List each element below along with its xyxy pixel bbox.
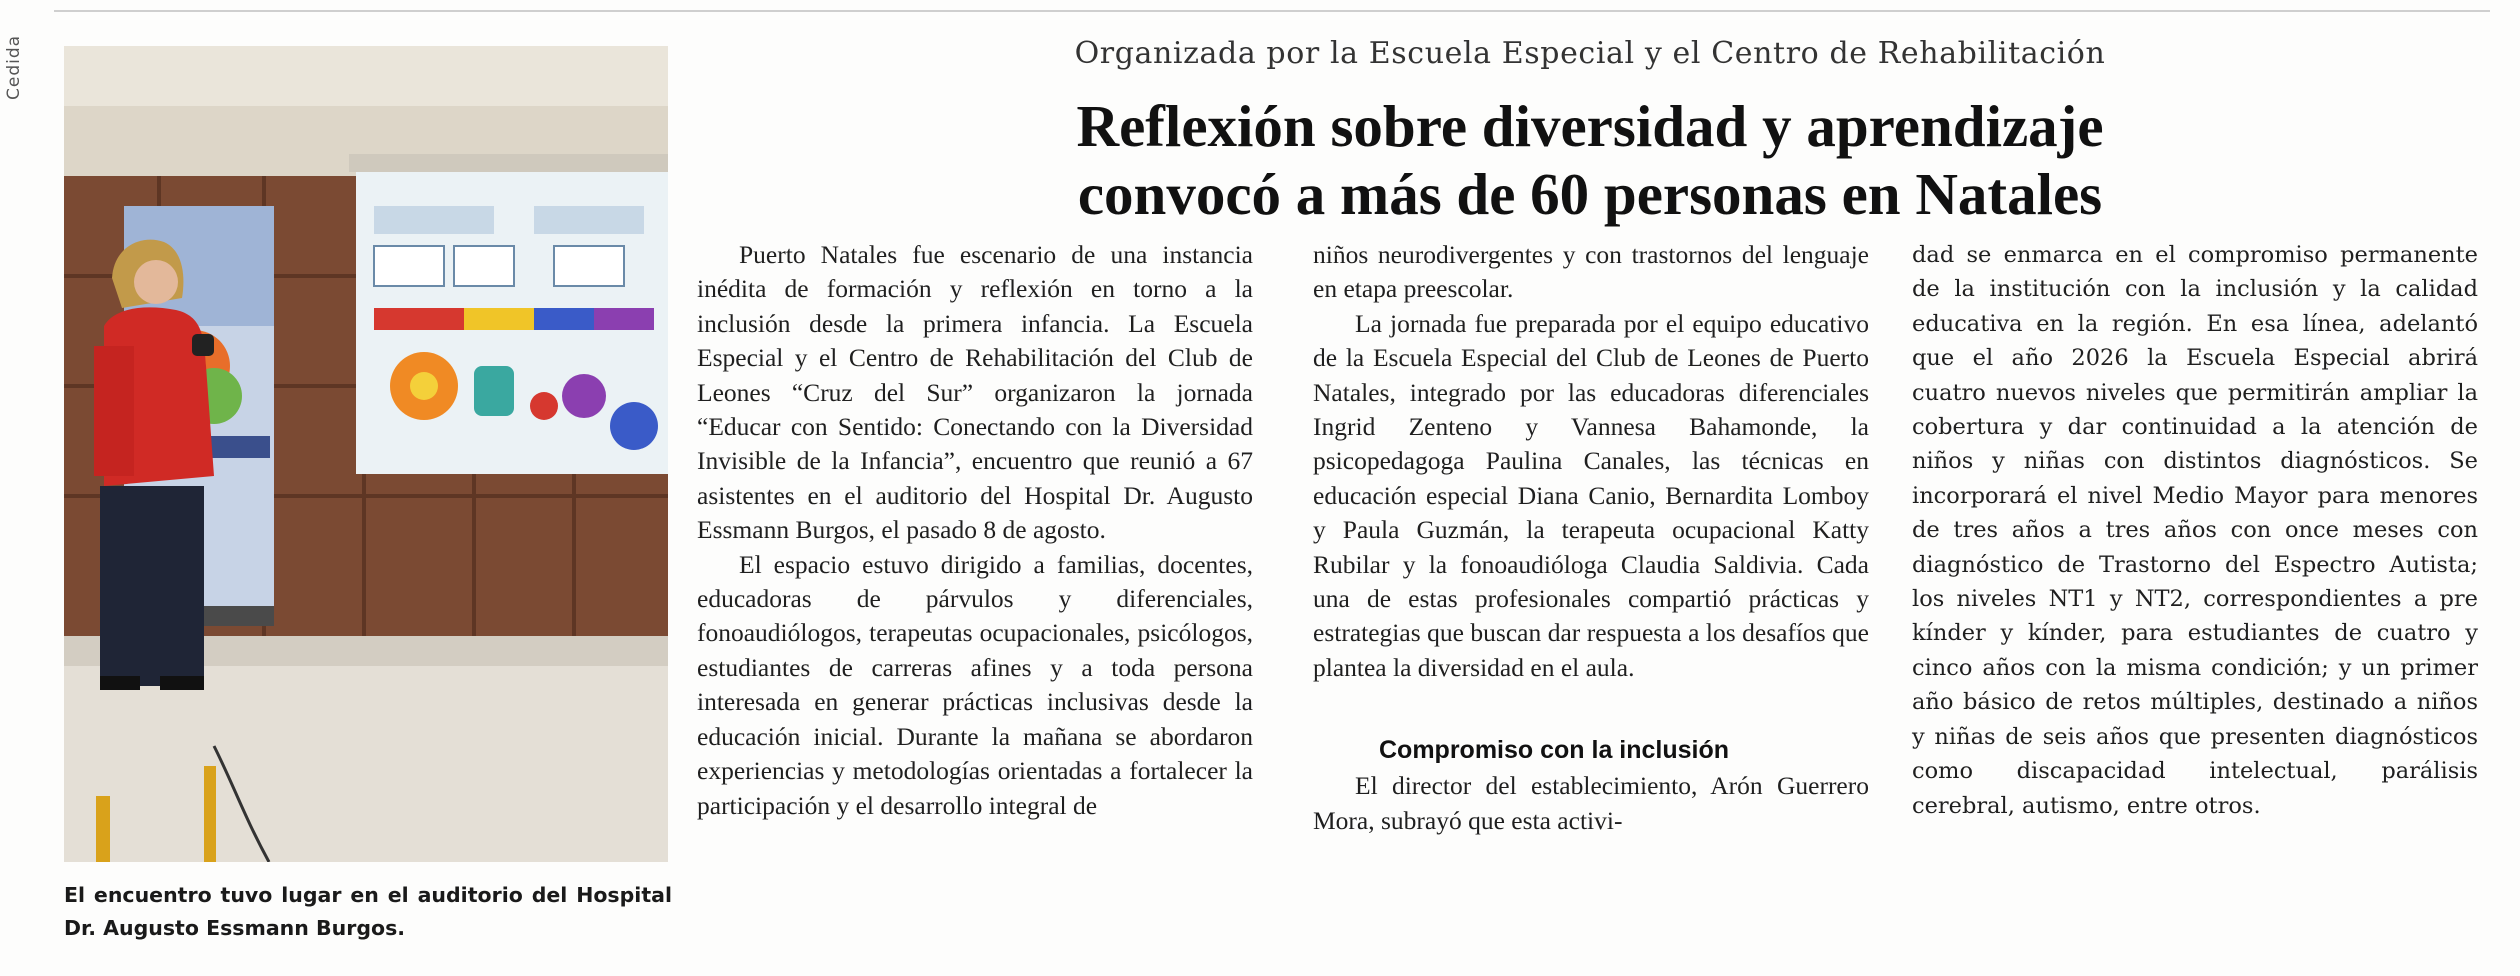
- paragraph: niños neurodivergentes y con trastornos del lenguaje en etapa preescolar.: [1313, 240, 1869, 304]
- photo-caption: El encuentro tuvo lugar en el auditorio del Hospital Dr. Augusto Essmann Burgos.: [64, 883, 672, 940]
- article-photo: [64, 46, 668, 862]
- headline-line-1: Reflexión sobre diversidad y aprendizaje: [1076, 93, 2104, 159]
- article-kicker: Organizada por la Escuela Especial y el Centro de Rehabilitación: [1074, 36, 2106, 71]
- article-column-1: [697, 238, 1253, 823]
- article-column-3: [1912, 238, 2478, 823]
- headline-line-2: convocó a más de 60 personas en Natales: [1077, 161, 2103, 227]
- photo-credit: Cedida: [4, 34, 24, 100]
- paragraph: El espacio estuvo dirigido a familias, docentes, educadoras de párvulos y diferenciales, fonoaudiólogos, terapeutas ocupacionales, psicólogos, estudiantes de carreras afines y a toda persona interesada en generar prácticas inclusivas desde la educación inicial. Durante la mañana se abordaron experiencias y metodologías orientadas a fortalecer la participación y el desarrollo integral de: [697, 549, 1253, 820]
- paragraph: dad se enmarca en el compromiso permanente de la institución con la inclusión y la calidad educativa en la región. En esa línea, adelantó que el año 2026 la Escuela Especial abrirá cuatro nuevos niveles que permitirán ampliar la cobertura y dar continuidad a la atención de niños y niñas con distintos diagnósticos. Se incorporará el nivel Medio Mayor para menores de tres años a tres años con once meses con diagnóstico de Trastorno del Espectro Autista; los niveles NT1 y NT2, correspondientes a pre kínder y kínder, para estudiantes de cuatro y cinco años con la misma condición; y un primer año básico de retos múltiples, destinado a niños y niñas de seis años que presenten diagnósticos como discapacidad intelectual, parálisis cerebral, autismo, entre otros.: [1912, 242, 2478, 819]
- paragraph: La jornada fue preparada por el equipo educativo de la Escuela Especial del Club de Leones de Puerto Natales, integrado por las educadoras diferenciales Ingrid Zenteno y Vannesa Bahamonde, la psicopedagoga Paulina Canales, las técnicas en educación especial Diana Canio, Bernardita Lomboy y Paula Guzmán, la terapeuta ocupacional Katty Rubilar y la fonoaudióloga Claudia Saldivia. Cada una de estas profesionales compartió prácticas y estrategias que buscan dar respuesta a los desafíos que plantea la diversidad en el aula.: [1313, 308, 1869, 682]
- paragraph: El director del establecimiento, Arón Guerrero Mora, subrayó que esta activi-: [1313, 771, 1869, 835]
- article-column-2: [1313, 238, 1869, 838]
- paragraph: Puerto Natales fue escenario de una instancia inédita de formación y reflexión en torno a la inclusión desde la primera infancia. La Escuela Especial y el Centro de Rehabilitación del Club de Leones “Cruz del Sur” organizaron la jornada “Educar con Sentido: Conectando con la Diversidad Invisible de la Infancia”, encuentro que reunió a 67 asistentes en el auditorio del Hospital Dr. Augusto Essmann Burgos, el pasado 8 de agosto.: [697, 240, 1253, 545]
- article-headline: [740, 92, 2440, 228]
- section-subhead: Compromiso con la inclusión: [1379, 736, 1730, 765]
- top-rule: [54, 10, 2490, 12]
